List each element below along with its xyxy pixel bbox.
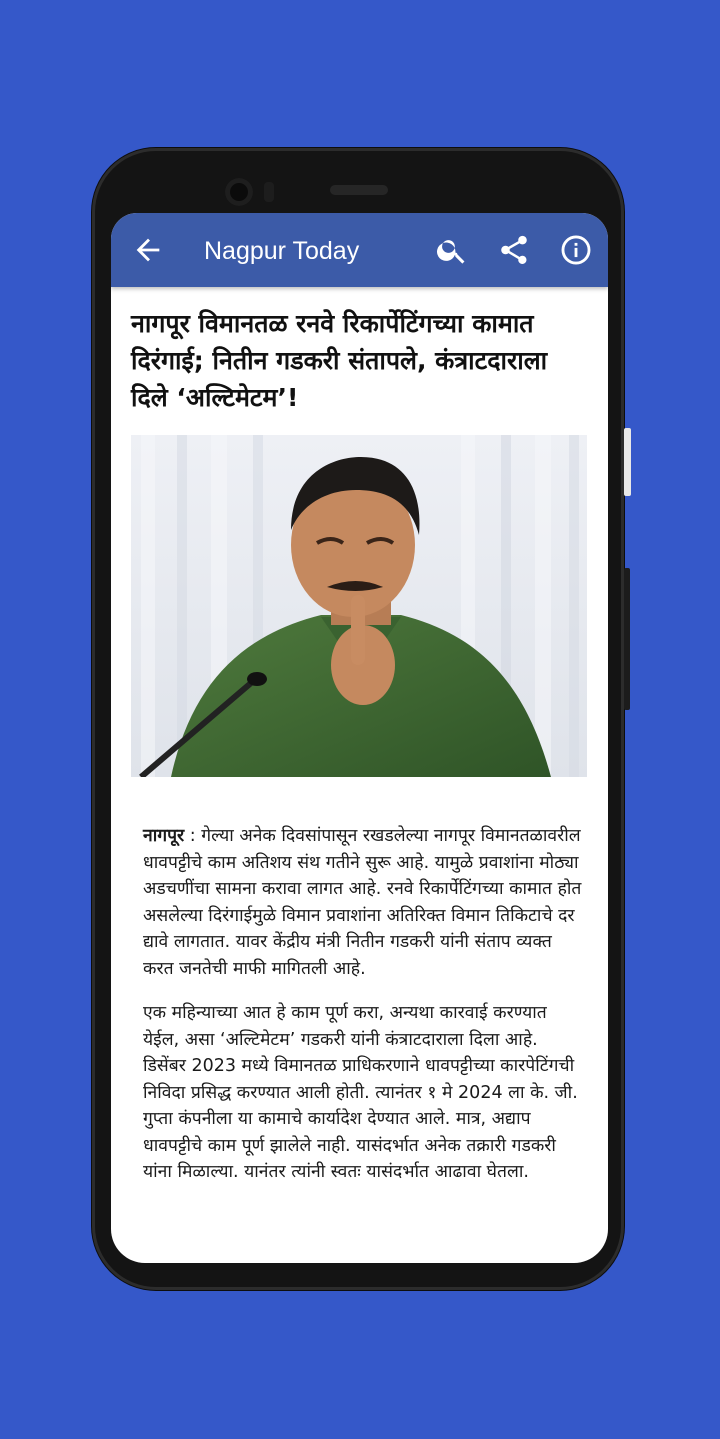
app-bar [111,213,608,287]
front-camera [225,178,253,206]
article-dateline: नागपूर [143,826,185,846]
article-headline: नागपूर विमानतळ रनवे रिकार्पेटिंगच्या कामात दिरंगाई; नितीन गडकरी संतापले, कंत्राटदाराला दिले ‘अल्टिमेटम’! [131,309,548,412]
phone-screen [111,213,608,1263]
paragraph-text: : गेल्या अनेक दिवसांपासून रखडलेल्या नागपूर विमानतळावरील धावपट्टीचे काम अतिशय संथ गतीने सुरू आहे. यामुळे प्रवाशांना मोठ्या अडचणींचा सामना करावा लागत आहे. रनवे रिकार्पेटिंगच्या कामात होत असलेल्या दिरंगाईमुळे विमान प्रवाशांना अतिरिक्त विमान तिकिटाचे दर द्यावे लागतात. यावर केंद्रीय मंत्री नितीन गडकरी यांनी संताप व्यक्त करत जनतेची माफी मागितली आहे. [143,826,582,979]
arrow-back-icon[interactable] [131,233,165,267]
app-title: Nagpur Today [204,237,360,265]
article-paragraph [143,823,583,982]
proximity-sensor [264,182,274,202]
article-body [143,823,583,1204]
share-icon[interactable] [497,233,531,267]
search-icon[interactable] [435,233,469,267]
article-paragraph: एक महिन्याच्या आत हे काम पूर्ण करा, अन्यथा कारवाई करण्यात येईल, असा ‘अल्टिमेटम’ गडकरी यांनी कंत्राटदाराला दिला आहे. डिसेंबर 2023 मध्ये विमानतळ प्राधिकरणाने धावपट्टीच्या कारपेटिंगची निविदा प्रसिद्ध करण्यात आली होती. त्यानंतर १ मे 2024 ला के. जी. गुप्ता कंपनीला या कामाचे कार्यादेश देण्यात आले. मात्र, अद्याप धावपट्टीचे काम पूर्ण झालेले नाही. यासंदर्भात अनेक तक्रारी गडकरी यांना मिळाल्या. यानंतर त्यांनी स्वतः यासंदर्भात आढावा घेतला. [143,1003,578,1182]
volume-button [624,568,630,710]
earpiece-speaker [330,185,388,195]
power-button [624,428,631,496]
portrait-photo [131,435,587,777]
article-image [131,435,587,777]
info-icon[interactable] [559,233,593,267]
article-content[interactable] [111,287,608,1263]
